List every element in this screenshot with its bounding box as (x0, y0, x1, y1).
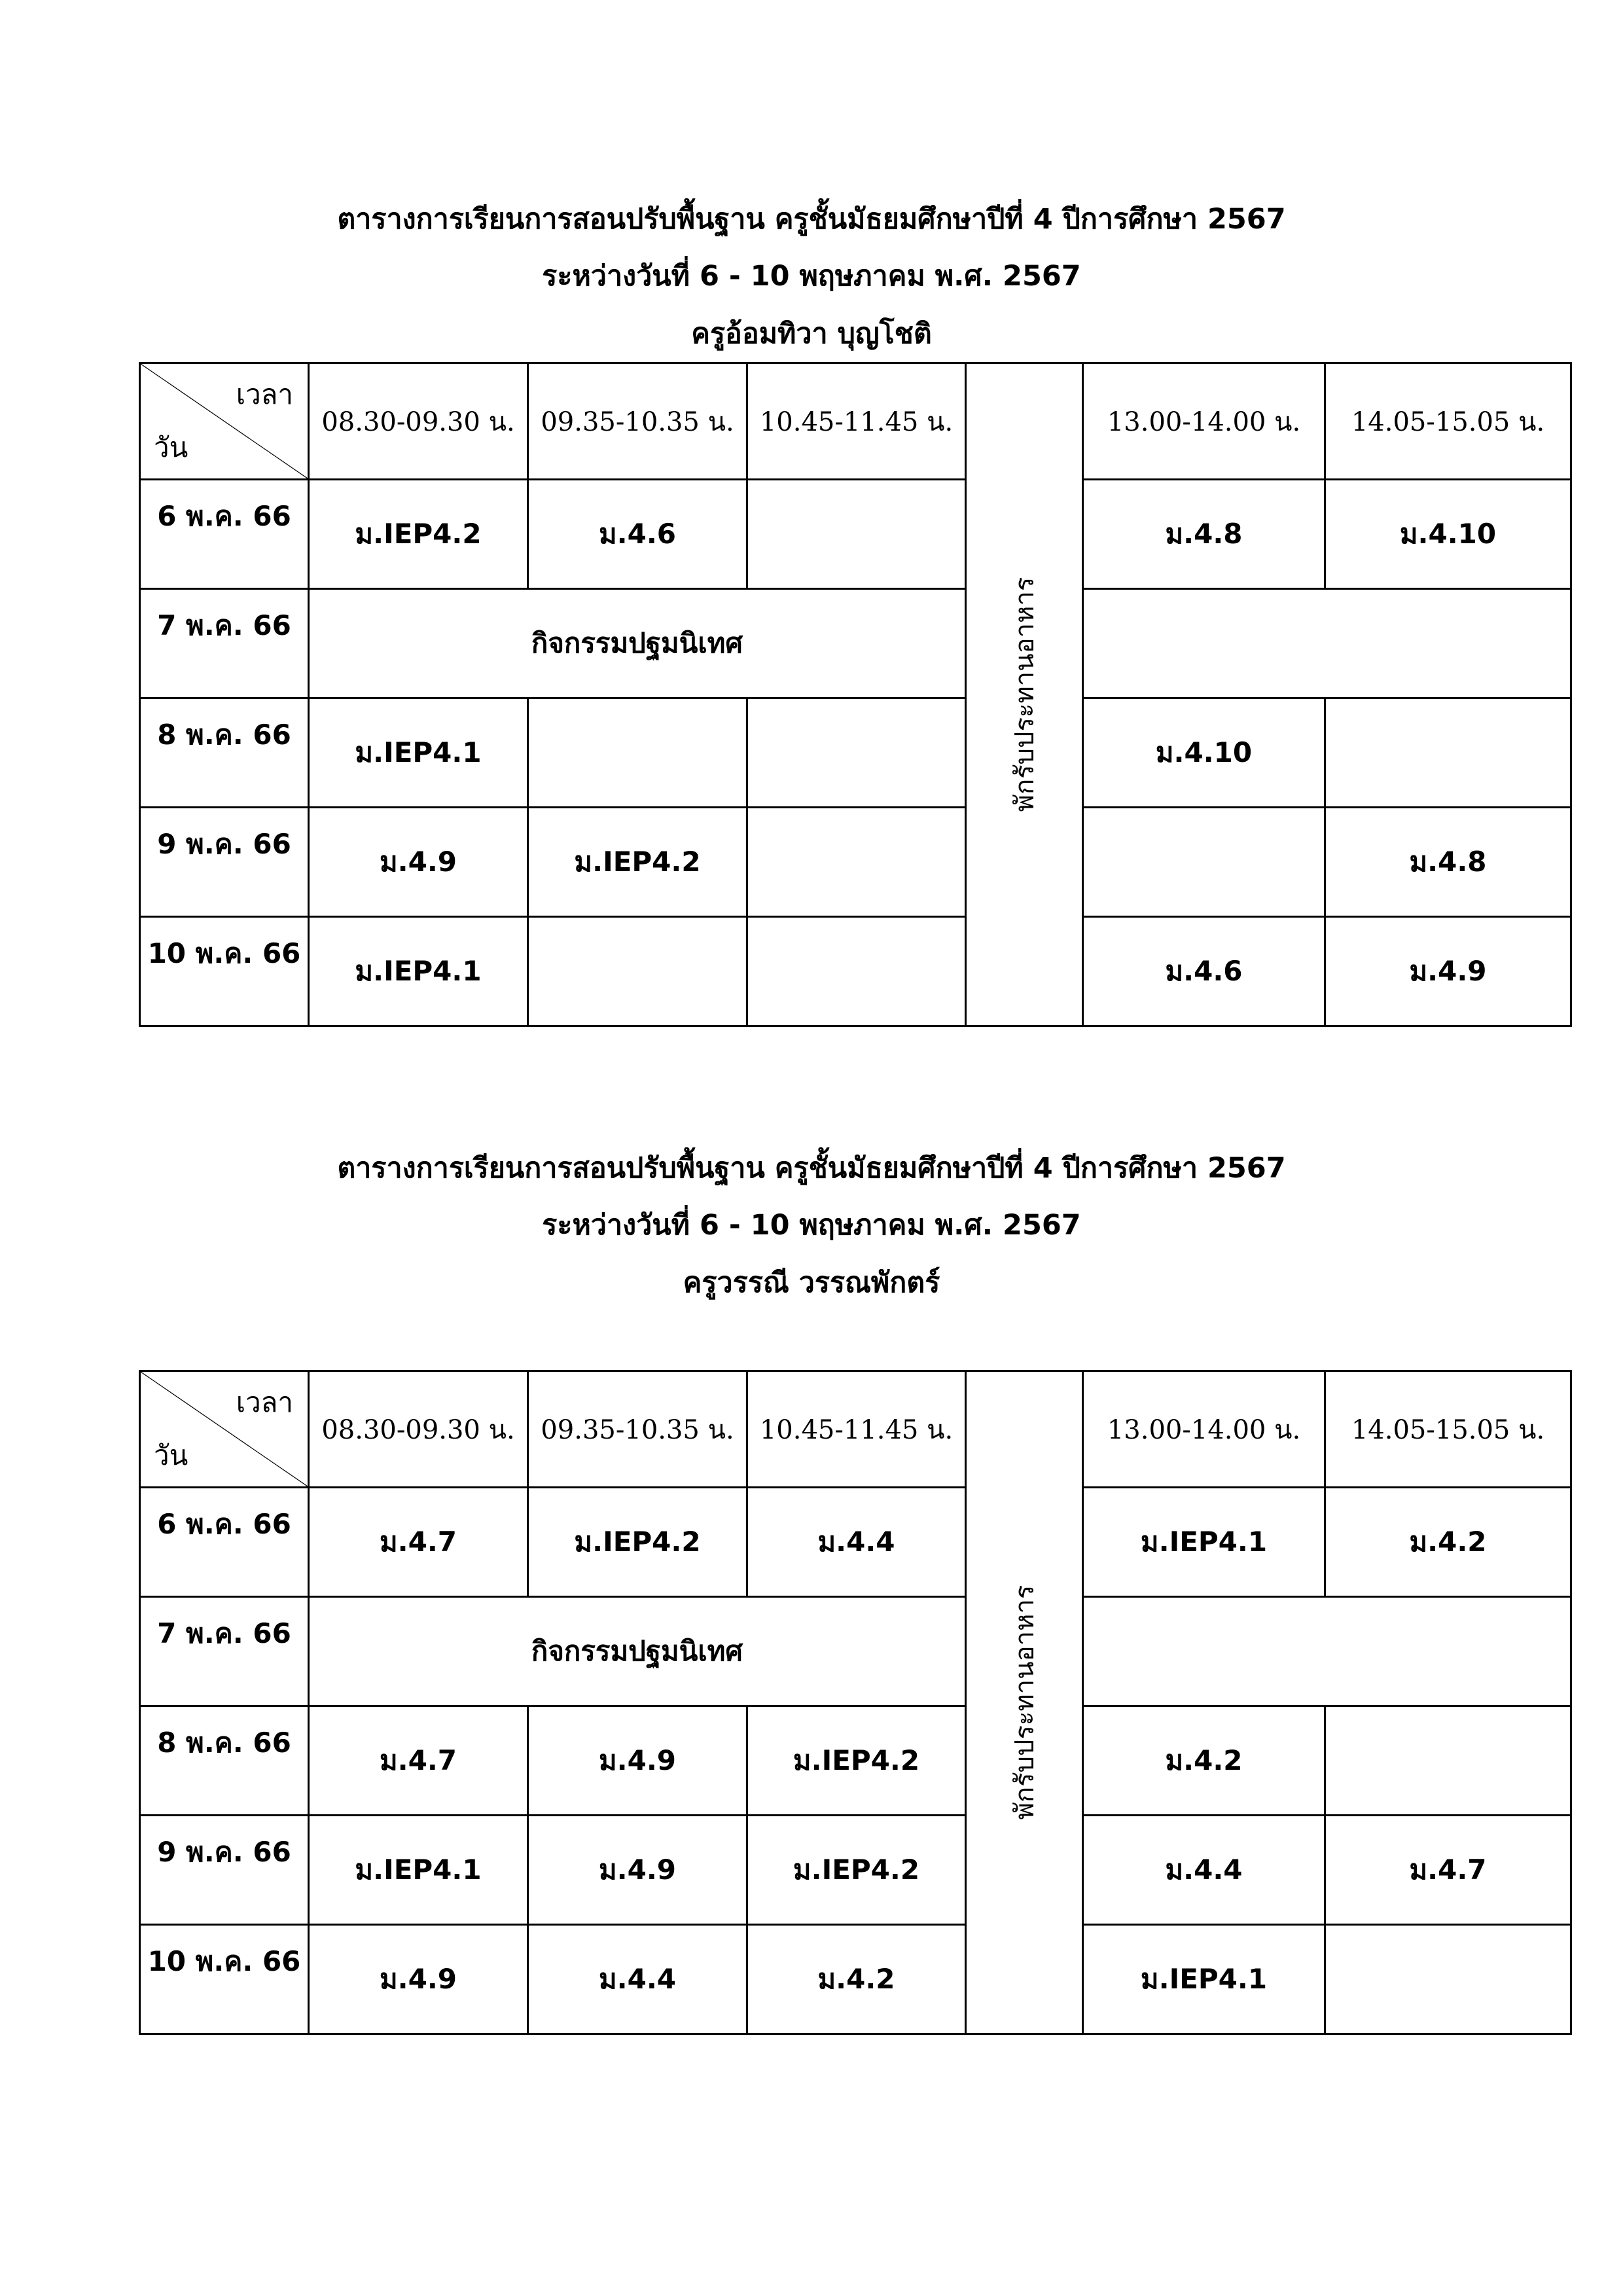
table-row (140, 1816, 1571, 1925)
header-row (140, 363, 1571, 480)
time-header: 10.45-11.45 น. (747, 363, 966, 480)
class-cell: ม.4.9 (528, 1816, 747, 1925)
class-cell: ม.4.8 (1325, 808, 1571, 917)
class-cell (1325, 1706, 1571, 1816)
orientation-activity-cell: กิจกรรมปฐมนิเทศ (309, 589, 966, 698)
schedule-title: ตารางการเรียนการสอนปรับพื้นฐาน ครูชั้นมัธยมศึกษาปีที่ 4 ปีการศึกษา 2567 (337, 203, 1286, 236)
day-cell: 9 พ.ค. 66 (140, 808, 309, 917)
class-cell: ม.4.9 (1325, 917, 1571, 1026)
day-cell: 7 พ.ค. 66 (140, 1597, 309, 1706)
class-cell: ม.4.6 (528, 480, 747, 589)
orientation-activity-cell: กิจกรรมปฐมนิเทศ (309, 1597, 966, 1706)
corner-time-label: เวลา (236, 378, 293, 410)
class-cell: ม.4.2 (1325, 1488, 1571, 1597)
class-cell: ม.IEP4.2 (309, 480, 528, 589)
class-cell (747, 480, 966, 589)
time-header: 08.30-09.30 น. (309, 1371, 528, 1488)
day-cell: 10 พ.ค. 66 (140, 917, 309, 1026)
table-row (140, 808, 1571, 917)
table-row (140, 917, 1571, 1026)
time-header: 10.45-11.45 น. (747, 1371, 966, 1488)
day-cell: 9 พ.ค. 66 (140, 1816, 309, 1925)
class-cell: ม.IEP4.1 (309, 1816, 528, 1925)
teacher-name: ครูอ้อมทิวา บุญโชติ (691, 317, 932, 350)
table-row (140, 589, 1571, 698)
lunch-break-label: พักรับประทานอาหาร (1010, 1585, 1040, 1820)
class-cell: ม.4.9 (528, 1706, 747, 1816)
timetable (139, 362, 1572, 1027)
time-header: 08.30-09.30 น. (309, 363, 528, 480)
class-cell (747, 698, 966, 808)
day-cell: 8 พ.ค. 66 (140, 698, 309, 808)
schedule-period: ระหว่างวันที่ 6 - 10 พฤษภาคม พ.ศ. 2567 (542, 260, 1081, 293)
lunch-break-label: พักรับประทานอาหาร (1010, 577, 1040, 812)
class-cell: ม.IEP4.1 (1083, 1488, 1325, 1597)
table-row (140, 1488, 1571, 1597)
class-cell: ม.4.9 (309, 1925, 528, 2034)
time-header: 09.35-10.35 น. (528, 1371, 747, 1488)
class-cell: ม.4.9 (309, 808, 528, 917)
class-cell: ม.IEP4.1 (309, 698, 528, 808)
class-cell (528, 698, 747, 808)
class-cell: ม.IEP4.2 (528, 808, 747, 917)
corner-day-label: วัน (154, 1439, 188, 1471)
class-cell: ม.4.2 (747, 1925, 966, 2034)
empty-afternoon-cell (1083, 589, 1571, 698)
class-cell (1325, 698, 1571, 808)
corner-day-label: วัน (154, 431, 188, 463)
header-row (140, 1371, 1571, 1488)
schedule-period: ระหว่างวันที่ 6 - 10 พฤษภาคม พ.ศ. 2567 (542, 1209, 1081, 1242)
class-cell: ม.IEP4.2 (747, 1816, 966, 1925)
day-cell: 10 พ.ค. 66 (140, 1925, 309, 2034)
class-cell: ม.4.2 (1083, 1706, 1325, 1816)
schedule-title: ตารางการเรียนการสอนปรับพื้นฐาน ครูชั้นมัธยมศึกษาปีที่ 4 ปีการศึกษา 2567 (337, 1152, 1286, 1185)
class-cell: ม.4.10 (1083, 698, 1325, 808)
class-cell: ม.4.7 (309, 1706, 528, 1816)
class-cell (747, 808, 966, 917)
time-header: 14.05-15.05 น. (1325, 1371, 1571, 1488)
class-cell: ม.IEP4.2 (747, 1706, 966, 1816)
table-row (140, 480, 1571, 589)
class-cell: ม.IEP4.2 (528, 1488, 747, 1597)
day-cell: 7 พ.ค. 66 (140, 589, 309, 698)
class-cell (747, 917, 966, 1026)
class-cell: ม.4.10 (1325, 480, 1571, 589)
empty-afternoon-cell (1083, 1597, 1571, 1706)
time-header: 09.35-10.35 น. (528, 363, 747, 480)
class-cell (1083, 808, 1325, 917)
table-row (140, 698, 1571, 808)
lunch-break-cell (966, 1371, 1083, 2034)
lunch-break-cell (966, 363, 1083, 1026)
class-cell: ม.IEP4.1 (309, 917, 528, 1026)
class-cell: ม.4.6 (1083, 917, 1325, 1026)
class-cell: ม.4.8 (1083, 480, 1325, 589)
class-cell: ม.IEP4.1 (1083, 1925, 1325, 2034)
class-cell: ม.4.4 (1083, 1816, 1325, 1925)
table-row (140, 1706, 1571, 1816)
time-header: 13.00-14.00 น. (1083, 363, 1325, 480)
class-cell: ม.4.7 (309, 1488, 528, 1597)
class-cell: ม.4.7 (1325, 1816, 1571, 1925)
class-cell: ม.4.4 (528, 1925, 747, 2034)
day-cell: 8 พ.ค. 66 (140, 1706, 309, 1816)
class-cell (1325, 1925, 1571, 2034)
class-cell: ม.4.4 (747, 1488, 966, 1597)
teacher-name: ครูวรรณี วรรณพักตร์ (683, 1266, 940, 1299)
timetable (139, 1370, 1572, 2035)
table-row (140, 1925, 1571, 2034)
time-header: 13.00-14.00 น. (1083, 1371, 1325, 1488)
corner-cell (140, 1371, 309, 1488)
time-header: 14.05-15.05 น. (1325, 363, 1571, 480)
day-cell: 6 พ.ค. 66 (140, 480, 309, 589)
day-cell: 6 พ.ค. 66 (140, 1488, 309, 1597)
corner-cell (140, 363, 309, 480)
class-cell (528, 917, 747, 1026)
table-row (140, 1597, 1571, 1706)
corner-time-label: เวลา (236, 1386, 293, 1418)
